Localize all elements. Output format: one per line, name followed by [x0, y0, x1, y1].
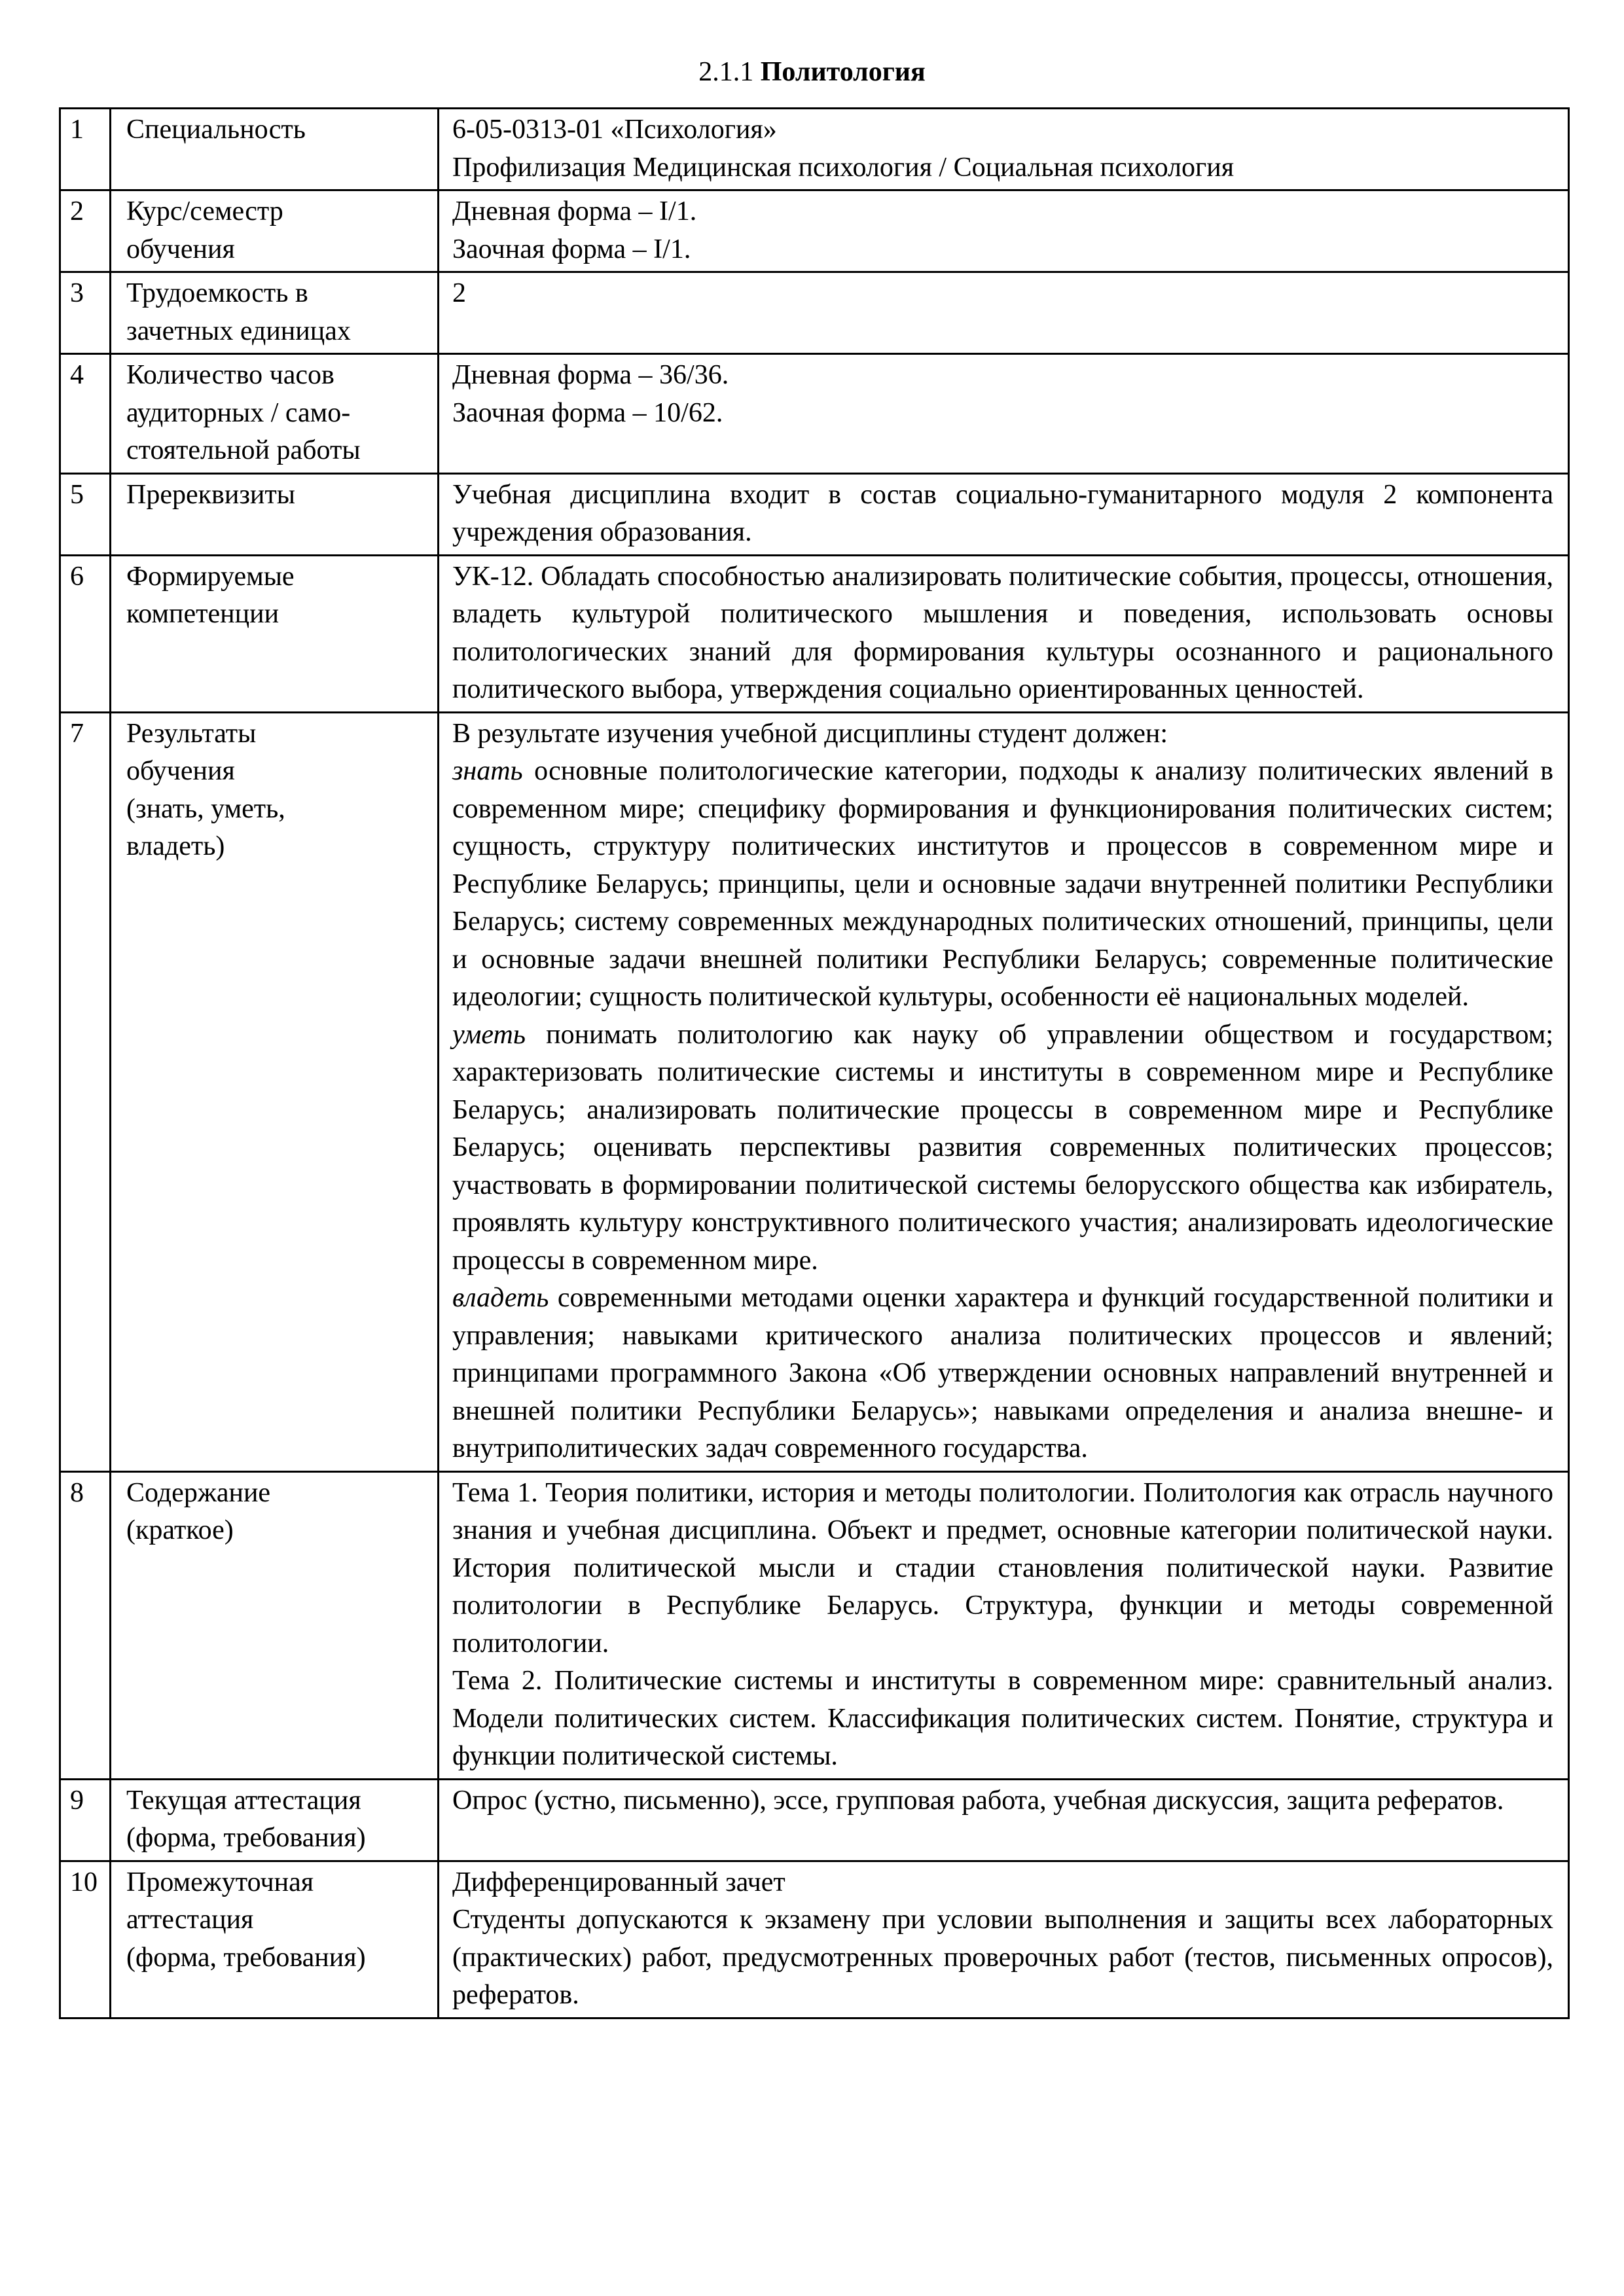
row-value: [439, 1779, 1569, 1861]
row-number: 2: [60, 190, 111, 272]
title-number: 2.1.1: [698, 57, 754, 87]
table-row: [60, 190, 1569, 272]
document-title: [0, 54, 1624, 90]
row-number: 1: [60, 109, 111, 190]
row-label-line: Текущая аттестация: [126, 1785, 361, 1816]
outcomes-can: [452, 1016, 1553, 1280]
credit-units: 2: [452, 278, 466, 308]
row-value: [439, 712, 1569, 1471]
row-label-line: (краткое): [126, 1515, 234, 1545]
row-label-line: Промежуточная: [126, 1867, 314, 1897]
table-row: [60, 1471, 1569, 1779]
know-term: знать: [452, 756, 523, 786]
row-label-line: Курс/семестр: [126, 196, 283, 226]
row-label: [111, 1471, 439, 1779]
table-row: [60, 354, 1569, 474]
table-row: [60, 712, 1569, 1471]
table-row: [60, 555, 1569, 712]
prerequisites-text: Учебная дисциплина входит в состав социально-гуманитарного модуля 2 компонента учреждения образования.: [452, 479, 1553, 547]
row-label-line: Результаты: [126, 718, 257, 749]
table-row: [60, 1861, 1569, 2018]
row-label-line: обучения: [126, 234, 235, 264]
specialty-profile: Профилизация Медицинская психология / Социальная психология: [452, 152, 1235, 183]
know-text: основные политологические категории, подходы к анализу политических явлений в современном мире; специфику формирования и функционирования политических систем; сущность, структуру политических институтов и процессов в современном мире и Республике Беларусь; принципы, цели и основные задачи внутренней политики Республики Беларусь; систему современных международных политических отношений, принципы, цели и основные задачи внешней политики Республики Беларусь; современные политические идеологии; сущность политической культуры, особенности её национальных моделей.: [452, 756, 1554, 1012]
row-label-line: стоятельной работы: [126, 435, 361, 465]
competencies-text: УК-12. Обладать способностью анализировать политические события, процессы, отношения, владеть культурой политического мышления и поведения, использовать основы политологических знаний для формирования культуры осознанного и рационального политического выбора, утверждения социально ориентированных ценностей.: [452, 561, 1553, 704]
row-value: [439, 109, 1569, 190]
outcomes-know: [452, 753, 1553, 1016]
content-topic-2: Тема 2. Политические системы и институты в современном мире: сравнительный анализ. Модели политических систем. Классификация политических систем. Понятие, структура и функции политической системы.: [452, 1666, 1553, 1771]
parttime-hours: Заочная форма – 10/62.: [452, 397, 723, 428]
row-label-line: (знать, уметь,: [126, 793, 285, 824]
row-label: [111, 109, 439, 190]
row-label-line: Количество часов: [126, 360, 334, 390]
row-label: [111, 555, 439, 712]
fulltime-hours: Дневная форма – 36/36.: [452, 360, 729, 390]
row-number: 10: [60, 1861, 111, 2018]
row-number: 8: [60, 1471, 111, 1779]
outcomes-own: [452, 1280, 1553, 1468]
row-label: [111, 1861, 439, 2018]
row-label: [111, 712, 439, 1471]
row-label-line: обучения: [126, 756, 235, 786]
fulltime-course: Дневная форма – I/1.: [452, 196, 697, 226]
row-number: 6: [60, 555, 111, 712]
row-label: [111, 272, 439, 354]
table-row: [60, 1779, 1569, 1861]
row-label-line: (форма, требования): [126, 1942, 366, 1973]
row-value: [439, 555, 1569, 712]
can-term: уметь: [452, 1019, 526, 1050]
row-value: [439, 354, 1569, 474]
table-row: [60, 109, 1569, 190]
row-number: 9: [60, 1779, 111, 1861]
row-label-line: Трудоемкость в: [126, 278, 308, 308]
parttime-course: Заочная форма – I/1.: [452, 234, 691, 264]
row-label-line: Пререквизиты: [126, 479, 295, 510]
row-label-line: (форма, требования): [126, 1823, 366, 1853]
row-label-line: аттестация: [126, 1905, 254, 1935]
row-value: [439, 272, 1569, 354]
can-text: понимать политологию как науку об управлении обществом и государством; характеризовать политические системы и институты в современном мире и Республике Беларусь; анализировать политические процессы в современном мире и Республике Беларусь; оценивать перспективы развития современных политических процессов; участвовать в формировании политической системы белорусского общества как избиратель, проявлять культуру конструктивного политического участия; анализировать идеологические процессы в современном мире.: [452, 1019, 1553, 1276]
row-number: 4: [60, 354, 111, 474]
row-label: [111, 1779, 439, 1861]
row-label: [111, 473, 439, 555]
own-text: современными методами оценки характера и функций государственной политики и управления; навыками критического анализа политических процессов и явлений; принципами программного Закона «Об утверждении основных направлений внутренней и внешней политики Республики Беларусь»; навыками определения и анализа внешне- и внутриполитических задач современного государства.: [452, 1283, 1554, 1463]
row-label-line: компетенции: [126, 599, 280, 629]
row-number: 5: [60, 473, 111, 555]
discipline-info-table: [59, 107, 1570, 2019]
row-number: 7: [60, 712, 111, 1471]
table-row: [60, 272, 1569, 354]
row-value: [439, 190, 1569, 272]
title-text: Политология: [760, 57, 926, 87]
row-label-line: владеть): [126, 831, 225, 861]
row-label-line: Содержание: [126, 1477, 271, 1508]
row-label-line: Специальность: [126, 115, 306, 145]
current-assessment-text: Опрос (устно, письменно), эссе, групповая работа, учебная дискуссия, защита рефератов.: [452, 1785, 1504, 1816]
content-topic-1: Тема 1. Теория политики, история и методы политологии. Политология как отрасль научного знания и учебная дисциплина. Объект и предмет, основные категории политической науки. История политической мысли и стадии становления политической науки. Развитие политологии в Республике Беларусь. Структура, функции и методы современной политологии.: [452, 1477, 1553, 1659]
interim-assessment-text: Студенты допускаются к экзамену при условии выполнения и защиты всех лабораторных (практических) работ, предусмотренных проверочных работ (тестов, письменных опросов), рефератов.: [452, 1905, 1553, 2010]
row-value: [439, 473, 1569, 555]
row-number: 3: [60, 272, 111, 354]
row-value: [439, 1861, 1569, 2018]
row-label: [111, 190, 439, 272]
specialty-code: 6-05-0313-01 «Психология»: [452, 115, 777, 145]
table-row: [60, 473, 1569, 555]
outcomes-intro: В результате изучения учебной дисциплины студент должен:: [452, 718, 1168, 749]
row-label-line: зачетных единицах: [126, 315, 351, 346]
row-label: [111, 354, 439, 474]
row-label-line: аудиторных / само-: [126, 397, 351, 428]
row-label-line: Формируемые: [126, 561, 295, 592]
row-value: [439, 1471, 1569, 1779]
interim-assessment-form: Дифференцированный зачет: [452, 1867, 785, 1897]
own-term: владеть: [452, 1283, 549, 1313]
